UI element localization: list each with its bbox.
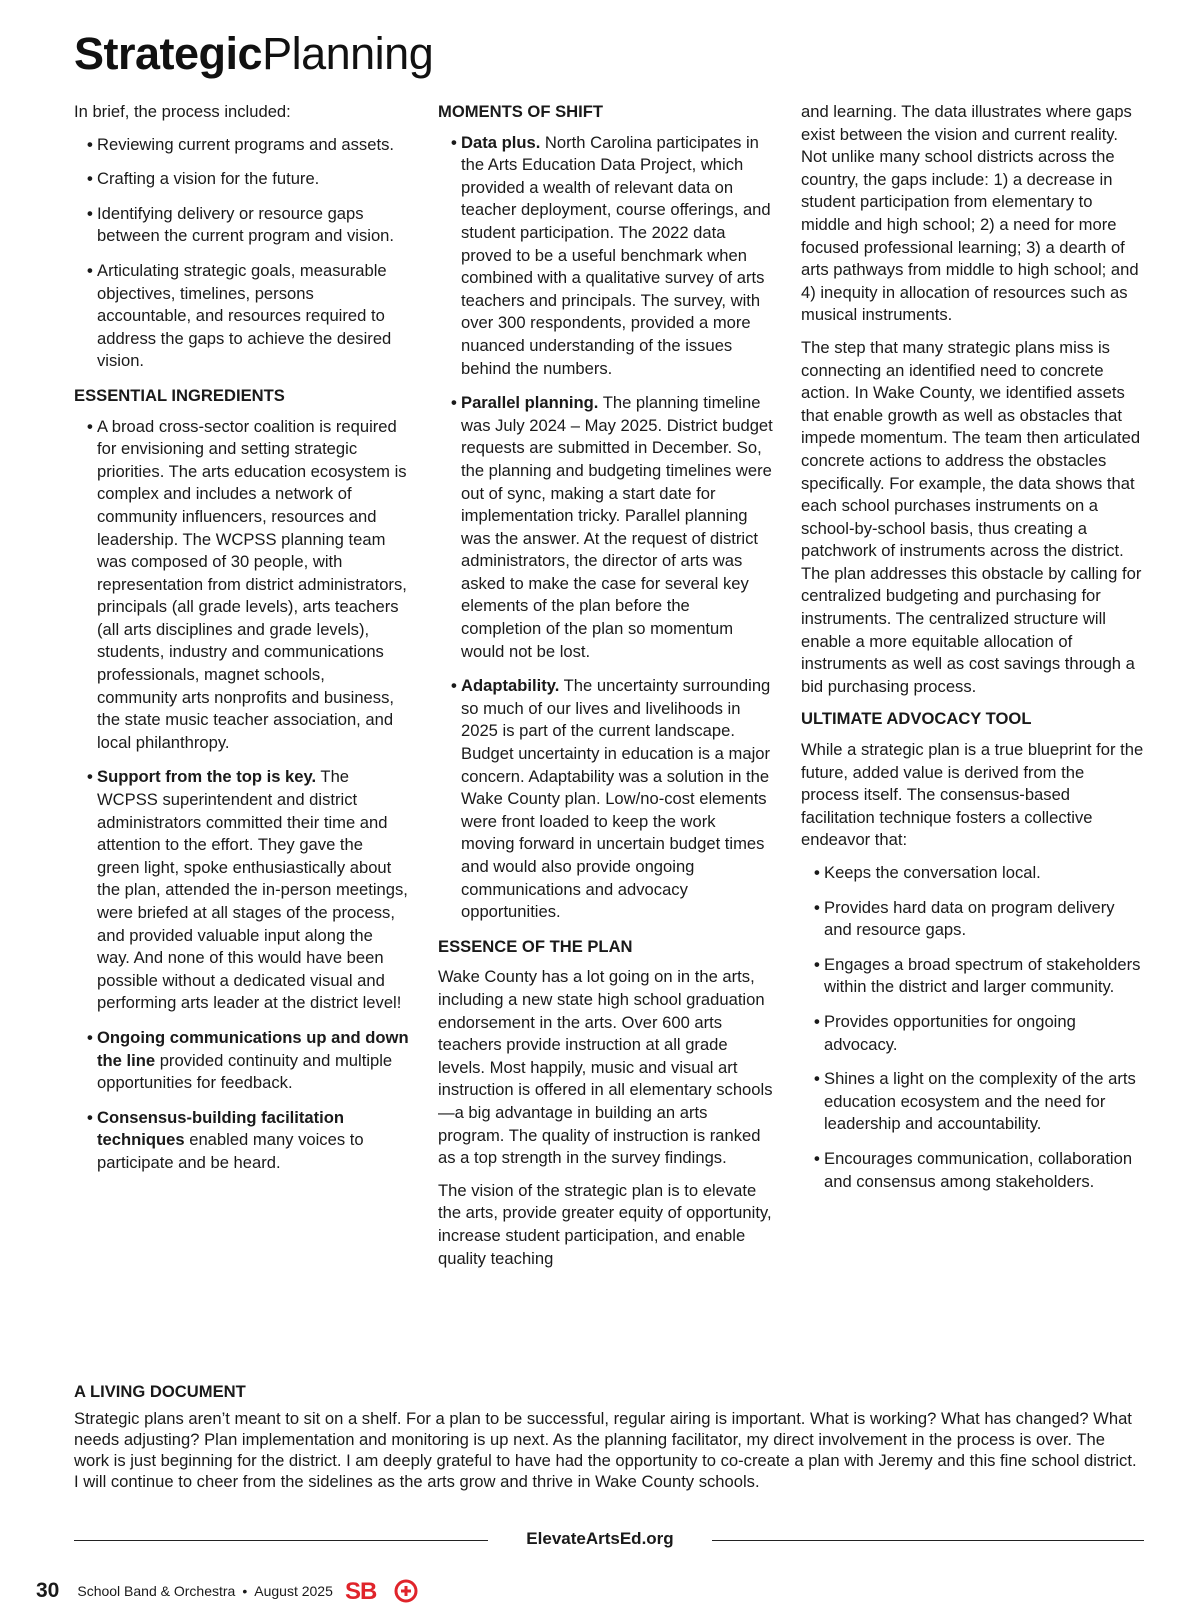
list-item — [87, 1027, 409, 1095]
paragraph: Strategic plans aren’t meant to sit on a shelf. For a plan to be successful, regular airing is important. What is working? What has changed? What needs adjusting? Plan implementation and monitoring is up next. As the planning facilitator, my direct involvement in the process is over. The work is just beginning for the district. I am deeply grateful to have had the opportunity to co-create a plan with Jeremy and this fine school district. I will continue to cheer from the sidelines as the arts grow and thrive in Wake County schools. — [74, 1409, 1137, 1491]
item-text: provided continuity and multiple opportunities for feedback. — [97, 1050, 393, 1093]
shift-list — [438, 132, 773, 924]
list-item: • Engages a broad spectrum of stakeholders within the district and larger community. — [814, 954, 1145, 999]
svg-text:SB: SB — [344, 1578, 377, 1604]
footer-url-link[interactable]: ElevateArtsEd.org — [526, 1529, 674, 1548]
list-item — [451, 675, 773, 924]
list-item — [87, 766, 409, 1015]
paragraph: While a strategic plan is a true blueprint for the future, added value is derived from the process itself. The consensus-based facilitation technique fosters a collective endeavor that: — [801, 740, 1144, 850]
list-item: • Shines a light on the complexity of the arts education ecosystem and the need for leadership and accountability. — [814, 1068, 1145, 1136]
column-1 — [74, 101, 409, 1187]
issue-date: August 2025 — [254, 1583, 333, 1599]
list-item: • A broad cross-sector coalition is required for envisioning and setting strategic priorities. The arts education ecosystem is complex and includes a network of community influencers, resources and leadership. The WCPSS planning team was composed of 30 people, with representation from district administrators, principals (all grade levels), arts teachers (all arts disciplines and grade levels), students, industry and communications professionals, magnet schools, community arts nonprofits and business, the state music teacher association, and local philanthropy. — [87, 416, 409, 755]
sbo-logo-icon — [345, 1578, 419, 1604]
item-text: The uncertainty surrounding so much of our lives and livelihoods in 2025 is part of the current landscape. Budget uncertainty in education is a major concern. Adaptability was a solution in the Wake County plan. Low/no-cost elements were front loaded to keep the work moving forward in uncertain budget times and would also provide ongoing communications and advocacy opportunities. — [461, 676, 771, 922]
section-heading: ESSENCE OF THE PLAN — [438, 936, 633, 956]
item-text: The planning timeline was July 2024 – May 2025. District budget requests are submitted in December. So, the planning and budgeting timelines were out of sync, making a start date for implementation tricky. Parallel planning was the answer. At the request of district administrators, the director of arts was asked to make the case for several key elements of the plan before the completion of the plan so momentum would not be lost. — [461, 393, 773, 661]
list-item: • Provides opportunities for ongoing advocacy. — [814, 1011, 1145, 1056]
paragraph: Wake County has a lot going on in the arts, including a new state high school graduation endorsement in the arts. Over 600 arts teachers provide instruction at all grade levels. Most happily, music and visual art instruction is offered in all elementary schools—a big advantage in building an arts program. The quality of instruction is ranked as a top strength in the survey findings. — [438, 967, 773, 1168]
lead-in: Ongoing communications up and down the line — [97, 1027, 409, 1070]
footer-divider — [74, 1540, 488, 1541]
page-footer — [36, 1576, 419, 1606]
item-text: The WCPSS superintendent and district administrators committed their time and attention to the effort. They gave the green light, spoke enthusiastically about the plan, attended the in-person meetings, were briefed at all stages of the process, and provided valuable input along the way. And none of this would have been possible without a dedicated visual and performing arts leader at the district level! — [97, 767, 408, 1013]
paragraph: The vision of the strategic plan is to elevate the arts, provide greater equity of opportunity, increase student participation, and enable quality teaching — [438, 1180, 772, 1268]
column-3 — [801, 101, 1145, 1205]
section-heading: A LIVING DOCUMENT — [74, 1382, 246, 1401]
list-item: • Keeps the conversation local. — [814, 862, 1145, 885]
paragraph: and learning. The data illustrates where gaps exist between the vision and current reality. Not unlike many school districts across the country, the gaps include: 1) a decrease in student participation from elementary to middle and high school; 2) a need for more focused professional learning; 3) a dearth of arts pathways from middle to high school; and 4) inequity in allocation of resources such as musical instruments. — [801, 102, 1139, 325]
item-text: North Carolina participates in the Arts Education Data Project, which provided a wealth of relevant data on teacher deployment, course offerings, and student participation. The 2022 data proved to be a useful benchmark when combined with a qualitative survey of arts teachers and principals. The survey, with over 300 respondents, provided a more nuanced understanding of the issues behind the numbers. — [461, 132, 771, 378]
title-bold: Strategic — [74, 28, 263, 79]
list-item: • Crafting a vision for the future. — [87, 168, 409, 191]
section-heading: ESSENTIAL INGREDIENTS — [74, 385, 285, 405]
item-text: enabled many voices to participate and be heard. — [97, 1130, 364, 1172]
lead-in: Support from the top is key. — [97, 767, 317, 787]
living-document-section — [74, 1381, 1144, 1492]
lead-in: Adaptability. — [461, 676, 560, 696]
lead-in: Data plus. — [461, 132, 541, 152]
list-item: • Encourages communication, collaboration and consensus among stakeholders. — [814, 1148, 1145, 1193]
paragraph: The step that many strategic plans miss is connecting an identified need to concrete action. In Wake County, we identified assets that enable growth as well as obstacles that impede momentum. The team then articulated concrete actions to address the obstacles specifically. For example, the data shows that each school purchases instruments on a school-by-school basis, thus creating a patchwork of instruments across the district. The plan addresses this obstacle by calling for centralized budgeting and purchasing for instruments. The centralized structure will enable a more equitable allocation of instruments as well as cost savings through a bid purchasing process. — [801, 337, 1142, 696]
publication-name: School Band & Orchestra — [77, 1583, 236, 1599]
list-item — [451, 132, 773, 381]
ingredients-list — [74, 416, 409, 1175]
page-number: 30 — [36, 1579, 60, 1602]
list-item — [87, 1107, 409, 1175]
footer-divider — [712, 1540, 1144, 1541]
list-item: • Articulating strategic goals, measurable objectives, timelines, persons accountable, and resources required to address the gaps to achieve the desired vision. — [87, 260, 409, 373]
advocacy-list — [801, 862, 1145, 1193]
list-item: • Reviewing current programs and assets. — [87, 134, 409, 157]
process-list — [74, 134, 409, 373]
section-heading: MOMENTS OF SHIFT — [438, 102, 604, 121]
page-title — [74, 28, 433, 80]
intro-text: In brief, the process included: — [74, 102, 291, 121]
lead-in: Consensus-building facilitation techniques — [97, 1107, 345, 1150]
list-item: • Provides hard data on program delivery and resource gaps. — [814, 897, 1145, 942]
separator: • — [242, 1583, 248, 1599]
list-item: • Identifying delivery or resource gaps between the current program and vision. — [87, 203, 409, 248]
title-light: Planning — [262, 28, 434, 79]
section-heading: ULTIMATE ADVOCACY TOOL — [801, 709, 1032, 729]
lead-in: Parallel planning. — [461, 393, 599, 413]
column-2 — [438, 101, 773, 1280]
list-item — [451, 392, 773, 663]
